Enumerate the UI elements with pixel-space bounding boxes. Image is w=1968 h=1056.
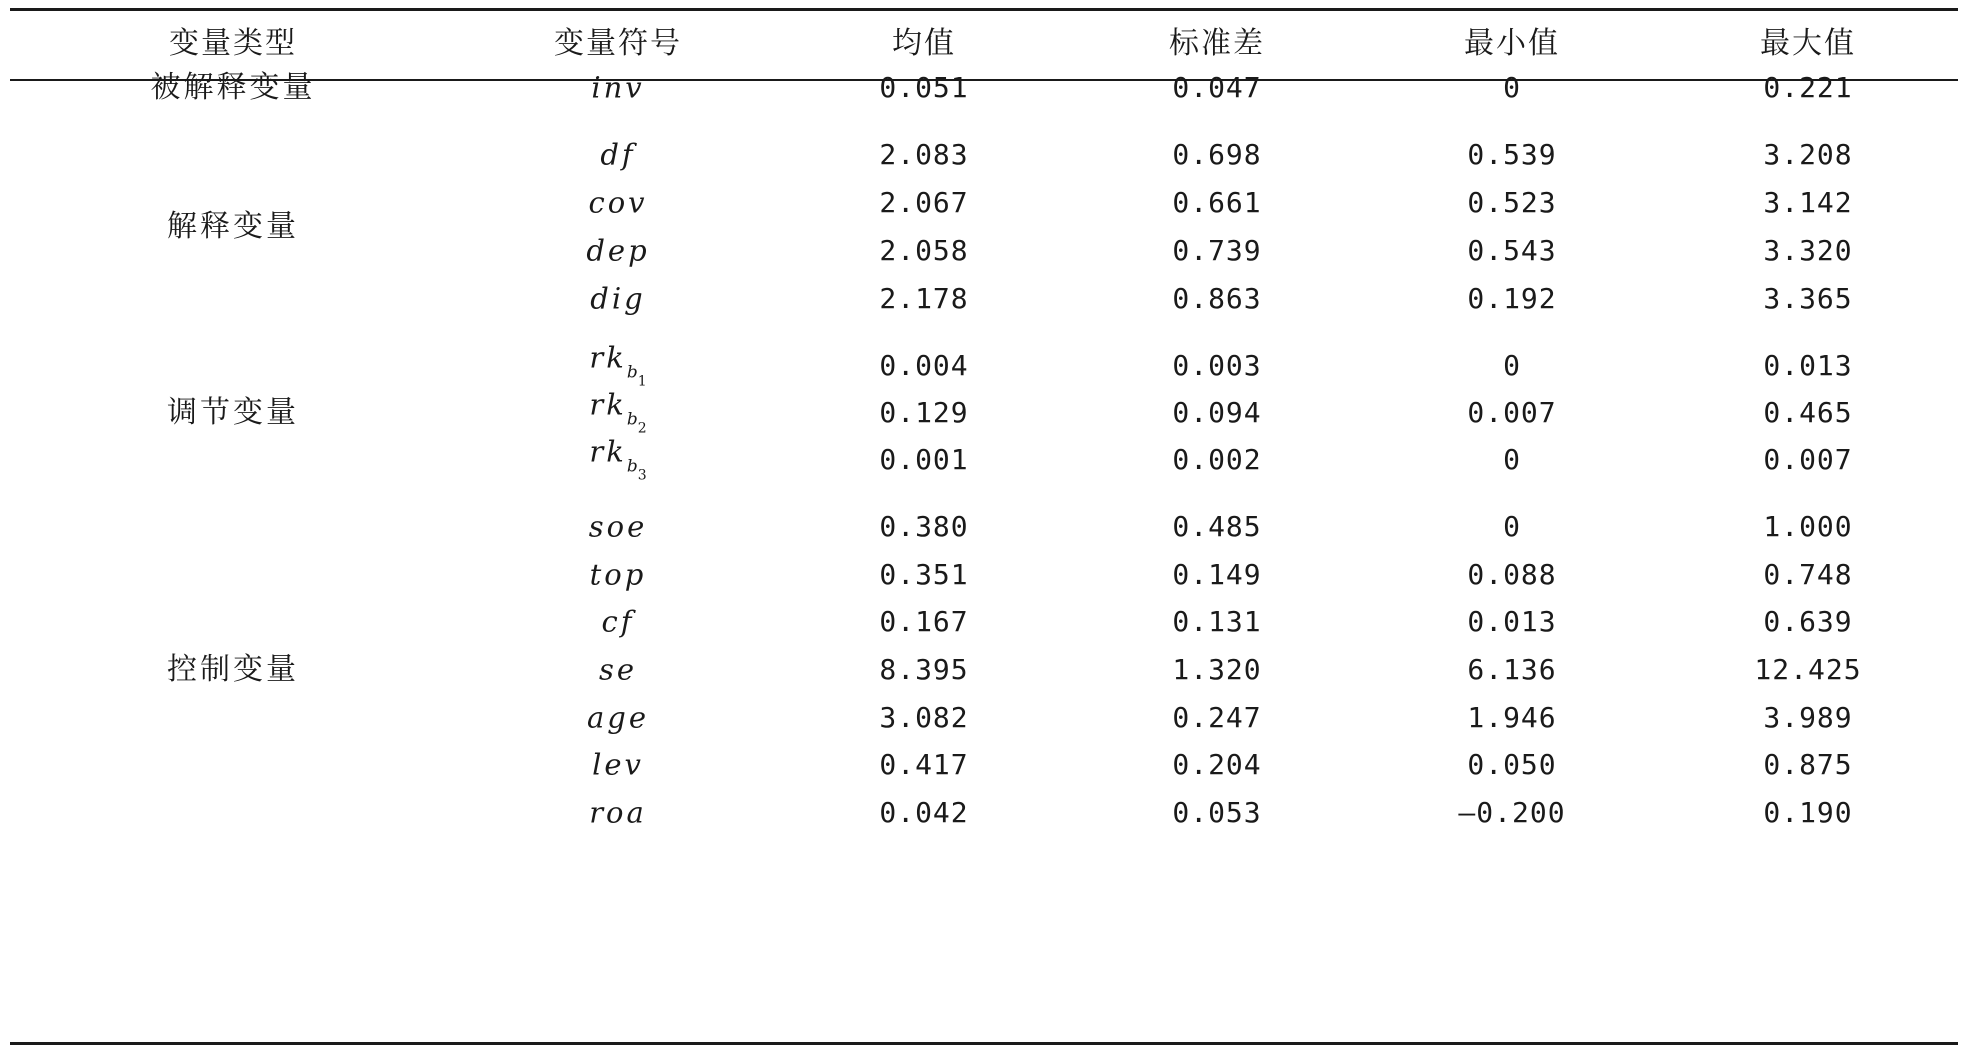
max-value: 0.013 — [1763, 349, 1853, 382]
max-value: 3.142 — [1763, 186, 1853, 219]
variable-symbol — [586, 700, 650, 735]
max-value: 3.208 — [1763, 138, 1853, 171]
variable-symbol — [601, 604, 635, 639]
max-value: 0.190 — [1763, 796, 1853, 829]
header-std-dev: 标准差 — [1169, 26, 1265, 61]
min-value: 0 — [1503, 71, 1521, 104]
symbol-text: cov — [588, 185, 648, 220]
max-value: 0.465 — [1763, 396, 1853, 429]
symbol-text: soe — [588, 509, 648, 544]
std-dev-value: 0.247 — [1172, 701, 1262, 734]
max-value: 3.989 — [1763, 701, 1853, 734]
max-value: 3.365 — [1763, 282, 1853, 315]
std-dev-value: 0.863 — [1172, 282, 1262, 315]
symbol-subscript: b — [626, 409, 638, 430]
min-value: 0.543 — [1467, 234, 1557, 267]
max-value: 0.221 — [1763, 71, 1853, 104]
std-dev-value: 0.661 — [1172, 186, 1262, 219]
max-value: 0.875 — [1763, 748, 1853, 781]
mean-value: 0.042 — [879, 796, 969, 829]
symbol-text: rk — [589, 434, 627, 469]
symbol-text: rk — [589, 340, 627, 375]
symbol-text: top — [589, 557, 647, 592]
max-value: 12.425 — [1754, 653, 1862, 686]
symbol-subscript-index: 3 — [637, 467, 647, 484]
min-value: 6.136 — [1467, 653, 1557, 686]
variable-symbol — [588, 185, 648, 220]
min-value: 0 — [1503, 443, 1521, 476]
min-value: 0.013 — [1467, 605, 1557, 638]
variable-symbol — [592, 747, 644, 782]
variable-symbol — [589, 387, 647, 437]
mean-value: 0.417 — [879, 748, 969, 781]
std-dev-value: 0.003 — [1172, 349, 1262, 382]
max-value: 1.000 — [1763, 510, 1853, 543]
header-variable-symbol: 变量符号 — [554, 26, 682, 61]
mean-value: 2.178 — [879, 282, 969, 315]
symbol-text: inv — [591, 70, 645, 105]
mean-value: 0.351 — [879, 558, 969, 591]
mean-value: 0.051 — [879, 71, 969, 104]
std-dev-value: 0.204 — [1172, 748, 1262, 781]
variable-type-label: 调节变量 — [167, 395, 299, 430]
std-dev-value: 0.047 — [1172, 71, 1262, 104]
mean-value: 0.004 — [879, 349, 969, 382]
min-value: 0.539 — [1467, 138, 1557, 171]
variable-symbol — [589, 795, 647, 830]
mean-value: 0.001 — [879, 443, 969, 476]
symbol-text: dep — [586, 233, 650, 268]
symbol-text: df — [600, 137, 636, 172]
min-value: 0.088 — [1467, 558, 1557, 591]
symbol-subscript-index: 2 — [637, 420, 647, 437]
std-dev-value: 0.149 — [1172, 558, 1262, 591]
std-dev-value: 1.320 — [1172, 653, 1262, 686]
descriptive-statistics-table — [10, 8, 1958, 1048]
variable-symbol — [598, 652, 638, 687]
header-variable-type: 变量类型 — [169, 26, 297, 61]
mean-value: 0.129 — [879, 396, 969, 429]
std-dev-value: 0.698 — [1172, 138, 1262, 171]
mean-value: 0.167 — [879, 605, 969, 638]
variable-symbol — [589, 340, 647, 390]
max-value: 0.007 — [1763, 443, 1853, 476]
variable-symbol — [591, 70, 645, 105]
std-dev-value: 0.739 — [1172, 234, 1262, 267]
mean-value: 0.380 — [879, 510, 969, 543]
min-value: 0 — [1503, 510, 1521, 543]
variable-type-label: 被解释变量 — [150, 70, 316, 105]
symbol-subscript: b — [626, 362, 638, 383]
min-value: 0.007 — [1467, 396, 1557, 429]
max-value: 3.320 — [1763, 234, 1853, 267]
mean-value: 2.067 — [879, 186, 969, 219]
variable-type-label: 控制变量 — [167, 652, 299, 687]
min-value: 0.050 — [1467, 748, 1557, 781]
symbol-text: rk — [589, 387, 627, 422]
symbol-subscript: b — [626, 456, 638, 477]
variable-symbol — [589, 434, 647, 484]
std-dev-value: 0.002 — [1172, 443, 1262, 476]
variable-symbol — [586, 233, 650, 268]
header-mean: 均值 — [892, 26, 956, 61]
min-value: —0.200 — [1458, 796, 1566, 829]
std-dev-value: 0.131 — [1172, 605, 1262, 638]
top-rule — [10, 8, 1958, 11]
bottom-rule — [10, 1042, 1958, 1045]
variable-symbol — [590, 281, 646, 316]
min-value: 0 — [1503, 349, 1521, 382]
min-value: 1.946 — [1467, 701, 1557, 734]
min-value: 0.523 — [1467, 186, 1557, 219]
symbol-text: roa — [589, 795, 647, 830]
min-value: 0.192 — [1467, 282, 1557, 315]
header-min: 最小值 — [1464, 26, 1560, 61]
mean-value: 2.058 — [879, 234, 969, 267]
symbol-text: dig — [590, 281, 646, 316]
header-max: 最大值 — [1760, 26, 1856, 61]
symbol-text: cf — [601, 604, 635, 639]
symbol-text: se — [598, 652, 638, 687]
symbol-subscript-index: 1 — [637, 373, 647, 390]
mean-value: 8.395 — [879, 653, 969, 686]
std-dev-value: 0.053 — [1172, 796, 1262, 829]
variable-type-label: 解释变量 — [167, 209, 299, 244]
max-value: 0.639 — [1763, 605, 1853, 638]
variable-symbol — [589, 557, 647, 592]
max-value: 0.748 — [1763, 558, 1853, 591]
symbol-text: age — [586, 700, 650, 735]
variable-symbol — [588, 509, 648, 544]
mean-value: 3.082 — [879, 701, 969, 734]
mean-value: 2.083 — [879, 138, 969, 171]
symbol-text: lev — [592, 747, 644, 782]
std-dev-value: 0.094 — [1172, 396, 1262, 429]
std-dev-value: 0.485 — [1172, 510, 1262, 543]
variable-symbol — [600, 137, 636, 172]
